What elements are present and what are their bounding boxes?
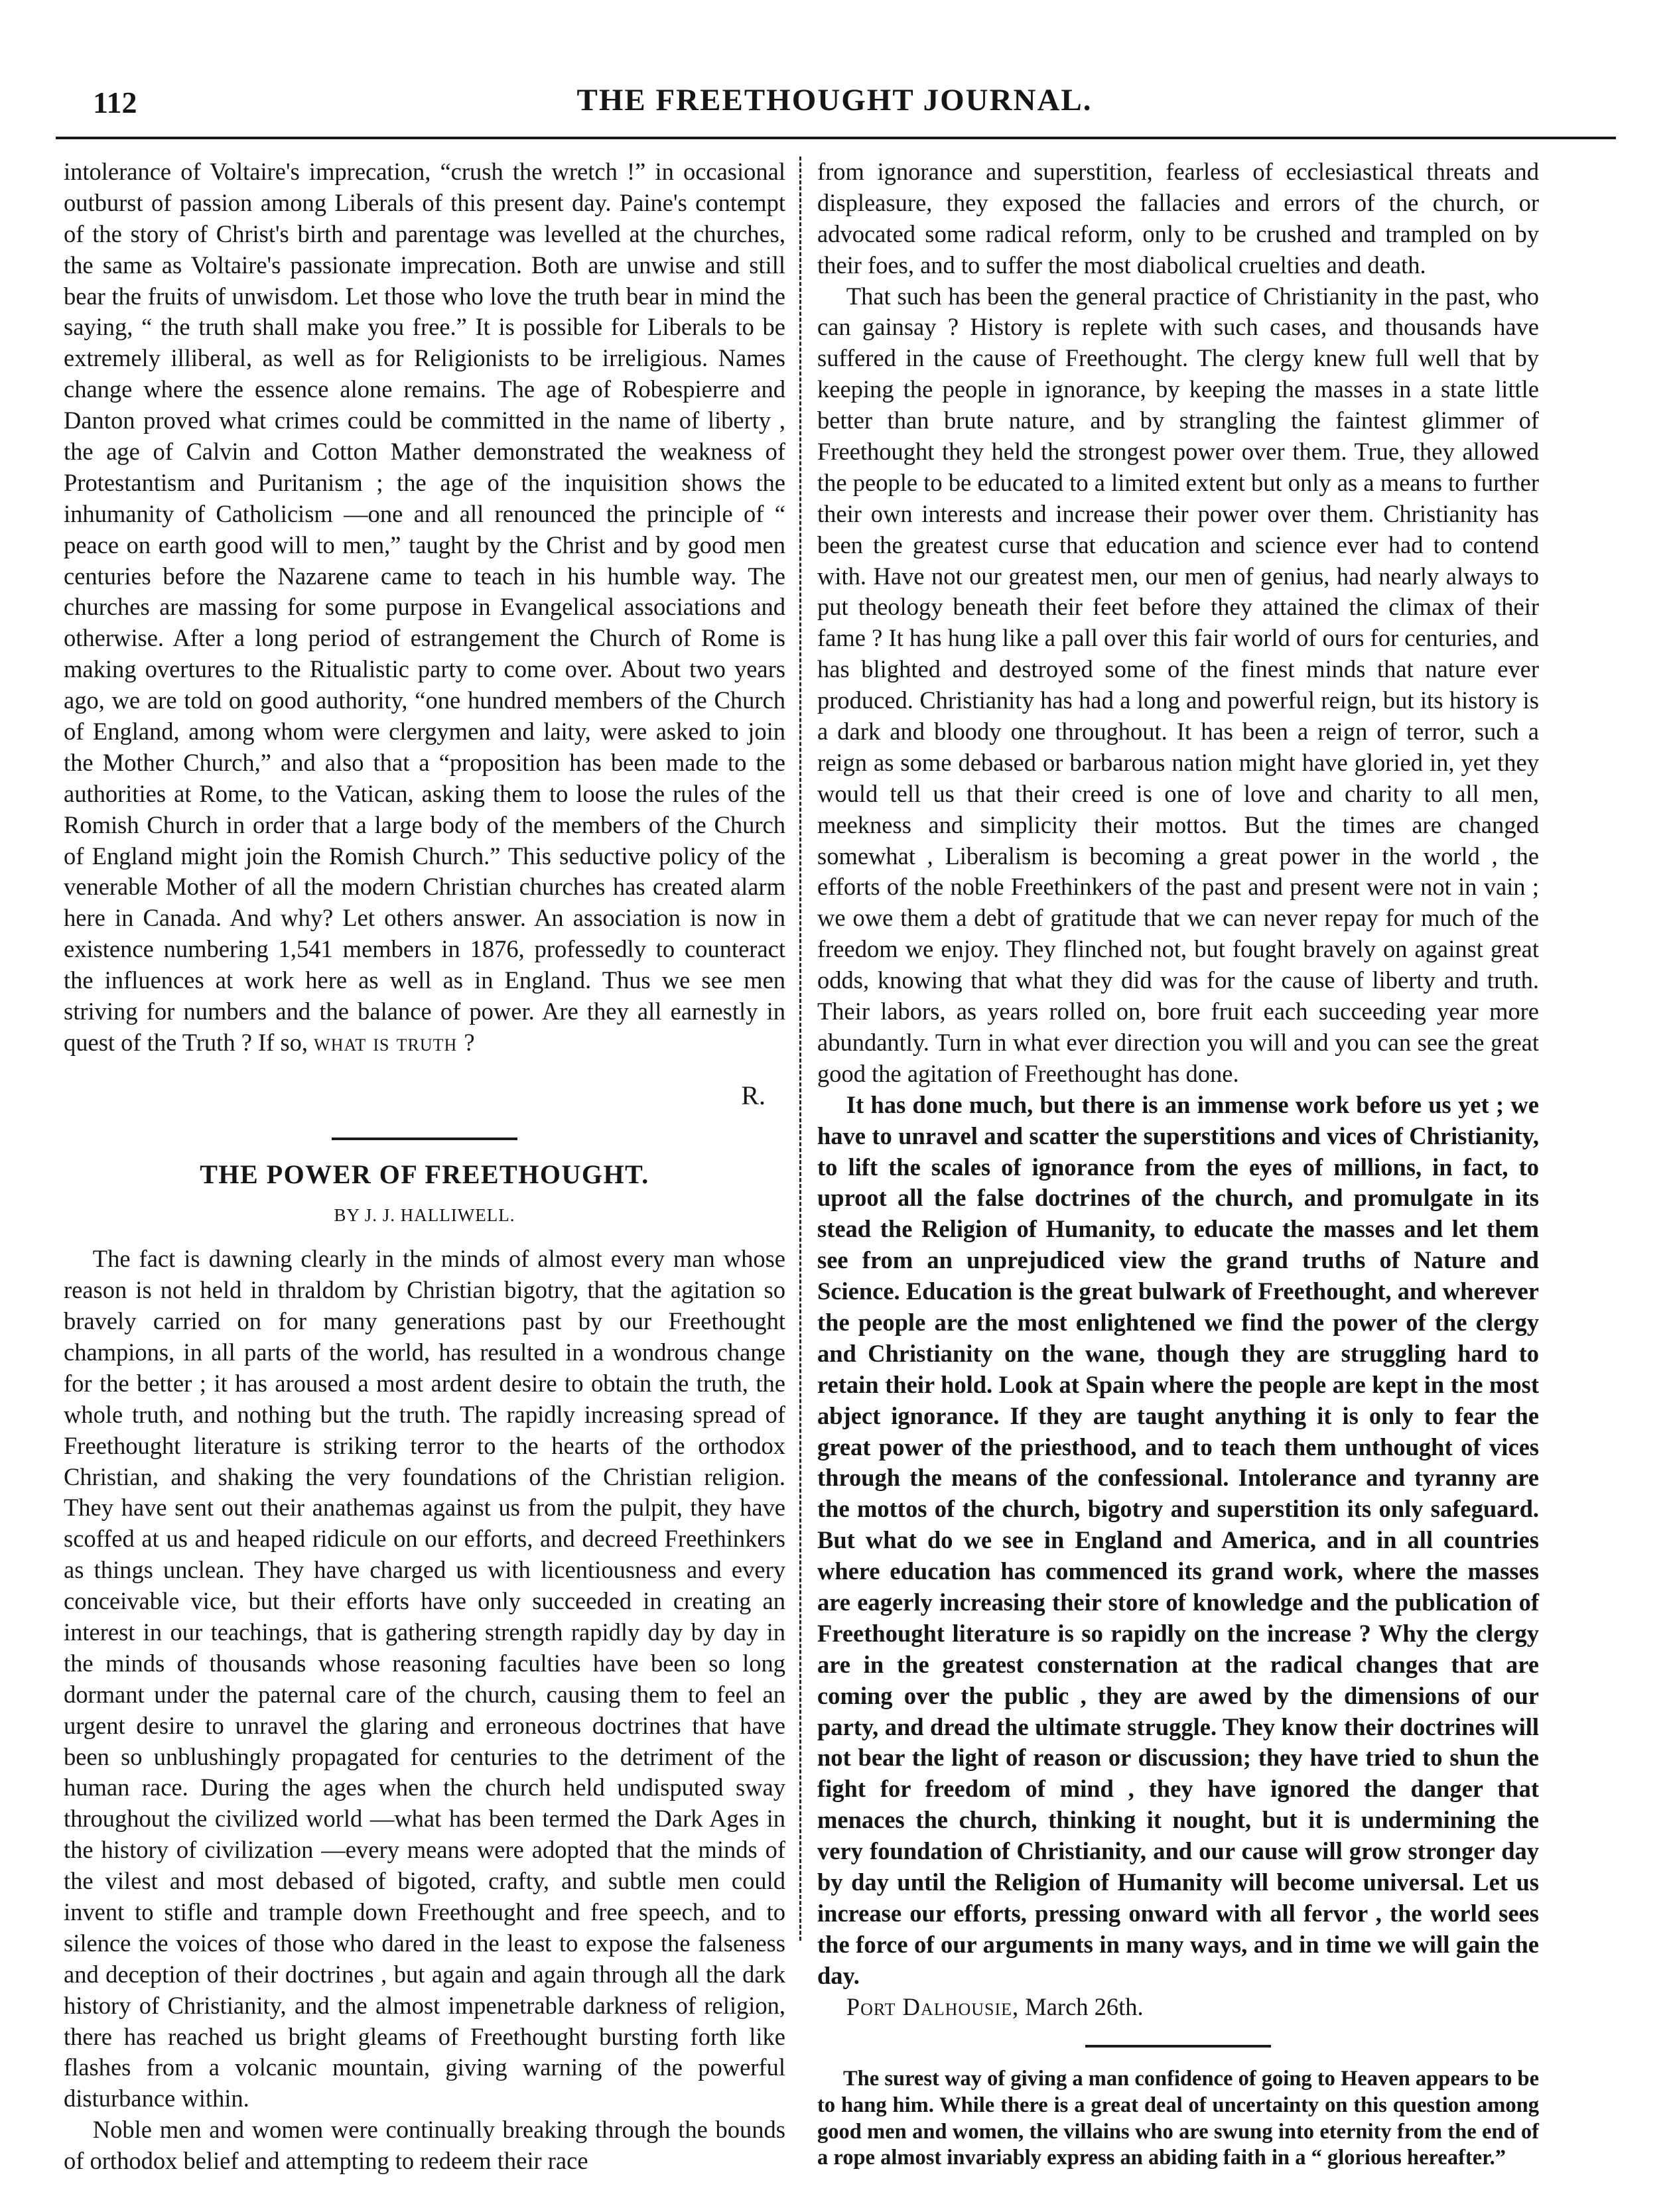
article-paragraph: Noble men and women were continually breaking through the bounds of orthodox belief and attempting to redeem their race [64, 2116, 785, 2175]
continued-text: intolerance of Voltaire's imprecation, “crush the wretch !” in occasional outburst of passion among Liberals of this present day. Paine's contempt of the story of Christ's birth and parentage was levelled at the churches, the same as Voltaire's passionate imprecation. Both are unwise and still bear the fruits of unwisdom. Let those who love the truth bear in mind the saying, “ the truth shall make you free.” It is possible for Liberals to be extremely illiberal, as well as for Religionists to be irreligious. Names change where the essence alone remains. The age of Robespierre and Danton proved what crimes could be committed in the name of liberty , the age of Calvin and Cotton Mather demonstrated the weakness of Protestantism and Puritanism ; the age of the inquisition shows the inhumanity of Catholicism —one and all renounced the principle of “ peace on earth good will to men,” taught by the Christ and by good men centuries before the Nazarene came to teach in his humble way. The churches are massing for some purpose in Evangelical associations and otherwise. After a long period of estrangement the Church of Rome is making overtures to the Ritualistic party to come over. About two years ago, we are told on good authority, “one hundred members of the Church of England, among whom were clergymen and laity, were asked to join the Mother Church,” and also that a “proposition has been made to the authorities at Rome, to the Vatican, asking them to loose the rules of the Romish Church in order that a large body of the members of the Church of England might join the Romish Church.” This seductive policy of the venerable Mother of all the modern Christian churches has created alarm here in Canada. And why? Let others answer. An association is now in existence numbering 1,541 members in 1876, professedly to counteract the influences at work here as well as in England. Thus we see men striving for numbers and the balance of power. Are they all earnestly in quest of the Truth ? If so, [64, 158, 785, 1056]
page-number: 112 [93, 86, 137, 119]
footnote-paragraph: The surest way of giving a man confidence of going to Heaven appears to be to hang him. While there is a great deal of uncertainty on this question among good men and women, the villains who are swung into eternity from the end of a rope almost invariably express an abiding faith in a “ glorious hereafter.” [817, 2067, 1539, 2170]
article-paragraph: That such has been the general practice of Christianity in the past, who can gainsay ? History is replete with such cases, and thousands have suffered in the cause of Freethought. The clergy knew full well that by keeping the people in ignorance, by keeping the masses in a state little better than brute nature, and by strangling the faintest glimmer of Freethought they held the strongest power over them. True, they allowed the people to be educated to a limited extent but only as a means to further their own interests and increase their power over them. Christianity has been the greatest curse that education and science ever had to contend with. Have not our greatest men, our men of genius, had nearly always to put theology beneath their feet before they attained the climax of their fame ? It has hung like a pall over this fair world of ours for centuries, and has blighted and destroyed some of the finest minds that nature ever produced. Christianity has had a long and powerful reign, but its history is a dark and bloody one throughout. It has been a reign of terror, such a reign as some debased or barbarous nation might have gloried in, yet they would tell us that their creed is one of love and charity to all men, meekness and simplicity their mottos. But the times are changed somewhat , Liberalism is becoming a great power in the world , the efforts of the noble Freethinkers of the past and present were not in vain ; we owe them a debt of gratitude that we can never repay for much of the freedom we enjoy. They flinched not, but fought bravely on against great odds, knowing that what they did was for the cause of liberty and truth. Their labors, as years rolled on, bore fruit each succeeding year more abundantly. Turn in what ever direction you will and you can see the great good the agitation of Freethought has done. [817, 282, 1539, 1087]
right-column [817, 157, 1539, 2172]
article-title: THE POWER OF FREETHOUGHT. [200, 1159, 649, 1190]
article-paragraph: It has done much, but there is an immense work before us yet ; we have to unravel and scatter the superstitions and vices of Christianity, to lift the scales of ignorance from the eyes of millions, in fact, to uproot all the false doctrines of the church, and promulgate in its stead the Religion of Humanity, to educate the masses and let them see from an unprejudiced view the grand truths of Nature and Science. Education is the great bulwark of Freethought, and wherever the people are the most enlightened we find the power of the clergy and Christianity on the wane, though they are struggling hard to retain their hold. Look at Spain where the people are kept in the most abject ignorance. If they are taught anything it is only to fear the great power of the priesthood, and to teach them unthought of vices through the means of the confessional. Intolerance and tyranny are the mottos of the church, bigotry and superstition its only safeguard. But what do we see in England and America, and in all countries where education has commenced its grand work, where the masses are eagerly increasing their store of knowledge and the publication of Freethought literature is so rapidly on the increase ? Why the clergy are in the greatest consternation at the radical changes that are coming over the public , they are awed by the dimensions of our party, and dread the ultimate struggle. They know their doctrines will not bear the light of reason or discussion; they have tried to shun the fight for freedom of mind , they have ignored the danger that menaces the church, thinking it nought, but it is undermining the very foundation of Christianity, and our cause will grow stronger day by day until the Religion of Humanity will become universal. Let us increase our efforts, pressing onward with all fervor , the world sees the force of our arguments in many ways, and in time we will gain the day. [817, 1090, 1539, 1989]
dateline [817, 1992, 1539, 2023]
article-paragraph: The fact is dawning clearly in the minds of almost every man whose reason is not held in thraldom by Christian bigotry, that the agitation so bravely carried on for many generations past by our Freethought champions, in all parts of the world, has resulted in a wondrous change for the better ; it has aroused a most ardent desire to obtain the truth, the whole truth, and nothing but the truth. The rapidly increasing spread of Freethought literature is striking terror to the hearts of the orthodox Christian, and shaking the very foundations of the Christian religion. They have sent out their anathemas against us from the pulpit, they have scoffed at us and heaped ridicule on our efforts, and decreed Freethinkers as things unclean. They have charged us with licentiousness and every conceivable vice, but their efforts have only succeeded in creating an interest in our teachings, that is gathering strength rapidly day by day in the minds of thousands whose reasoning faculties have been so long dormant under the paternal care of the church, causing them to feel an urgent desire to unravel the glaring and erroneous doctrines that have been so unblushingly propagated for centuries to the detriment of the human race. During the ages when the church held undisputed sway throughout the civilized world —what has been termed the Dark Ages in the history of civilization —every means were adopted that the minds of the vilest and most debased of bigoted, crafty, and subtle men could invent to stifle and trample down Freethought and free speech, and to silence the voices of those who dared in the least to expose the falseness and deception of their doctrines , but again and again through all the dark history of Christianity, and the almost impenetrable darkness of religion, there has reached us bright gleams of Freethought bursting forth like flashes from a volcanic mountain, giving warning of the powerful disturbance within. [64, 1245, 785, 2113]
footnote-rule [1085, 2045, 1271, 2048]
section-rule [332, 1138, 517, 1140]
continued-paragraph [64, 157, 785, 1059]
article-paragraph: from ignorance and superstition, fearless of ecclesiastical threats and displeasure, they exposed the fallacies and errors of the church, or advocated some radical reform, only to be crushed and trampled on by their foes, and to suffer the most diabolical cruelties and death. [817, 158, 1539, 279]
running-title: THE FREETHOUGHT JOURNAL. [576, 83, 1093, 117]
column-divider [799, 157, 801, 1941]
header-rule [56, 137, 1616, 139]
dateline-date: March 26th. [1025, 1992, 1144, 2020]
left-column [64, 157, 785, 2177]
dateline-place: Port Dalhousie, [846, 1992, 1020, 2020]
closing-phrase: what is truth ? [314, 1028, 476, 1056]
author-signature: R. [741, 1080, 766, 1110]
article-byline: BY J. J. HALLIWELL. [334, 1204, 515, 1225]
